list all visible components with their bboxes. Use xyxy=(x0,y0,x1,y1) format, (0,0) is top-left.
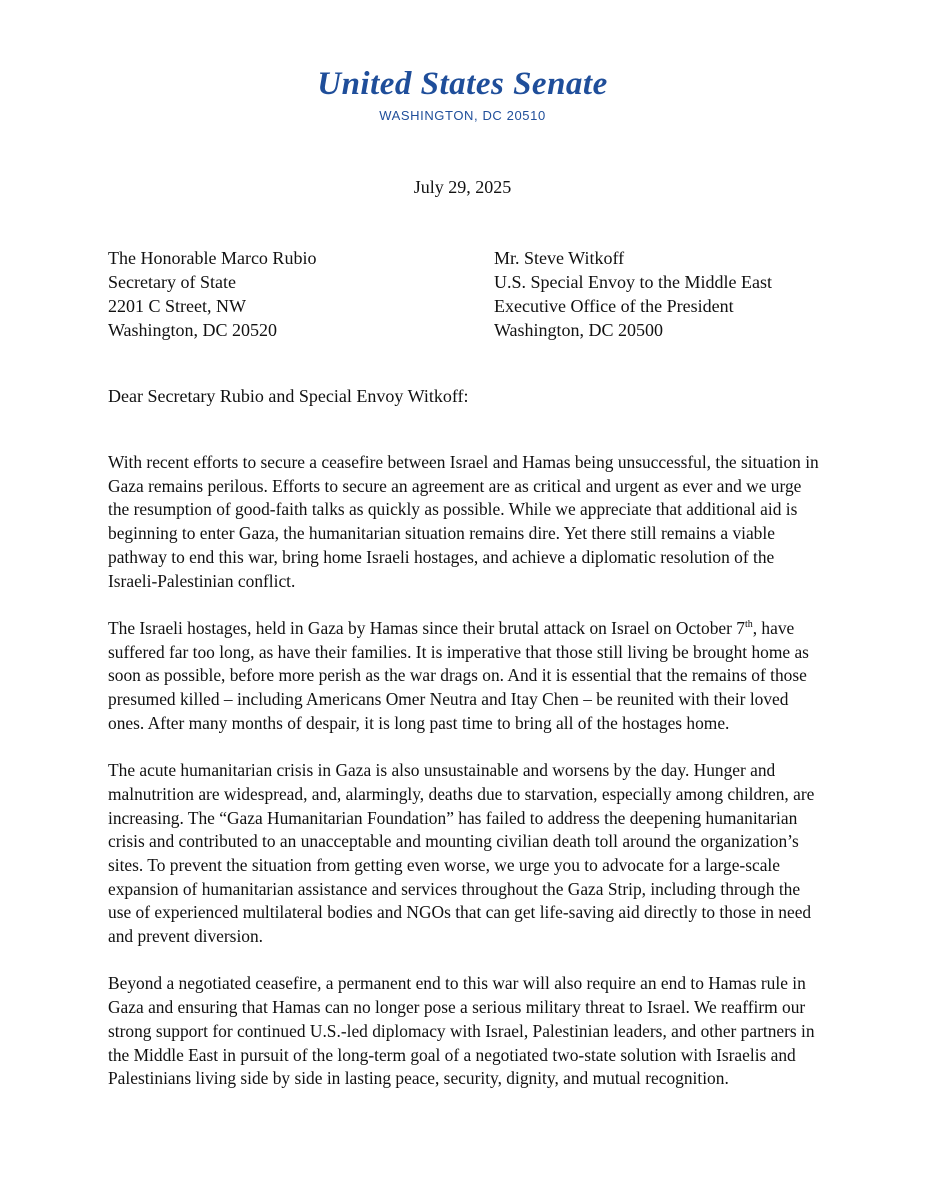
recipient-witkoff xyxy=(494,246,772,342)
senate-title: United States Senate xyxy=(317,66,608,102)
paragraph-humanitarian: The acute humanitarian crisis in Gaza is also unsustainable and worsens by the day. Hunger and malnutrition are widespread, and, alarmingly, deaths due to starvation, especially among children, are increasing. The “Gaza Humanitarian Foundation” has failed to address the deepening humanitarian crisis and contributed to an unacceptable and mounting civilian death toll around the organization’s sites. To prevent the situation from getting even worse, we urge you to advocate for a large-scale expansion of humanitarian assistance and services throughout the Gaza Strip, including through the use of experienced multilateral bodies and NGOs that can get life-saving aid directly to those in need and prevent diversion. xyxy=(108,760,815,947)
paragraph-text: The Israeli hostages, held in Gaza by Hamas since their brutal attack on Israel on October 7 xyxy=(108,617,745,638)
paragraph-ceasefire: With recent efforts to secure a ceasefire between Israel and Hamas being unsuccessful, the situation in Gaza remains perilous. Efforts to secure an agreement are as critical and urgent as ever and we urge the resumption of good-faith talks as quickly as possible. While we appreciate that additional aid is beginning to enter Gaza, the humanitarian situation remains dire. Yet there still remains a viable pathway to end this war, bring home Israeli hostages, and achieve a diplomatic resolution of the Israeli-Palestinian conflict. xyxy=(108,452,819,591)
recipient-line: 2201 C Street, NW xyxy=(108,296,246,316)
recipient-line: Washington, DC 20500 xyxy=(494,320,664,340)
letter-date: July 29, 2025 xyxy=(413,177,512,197)
recipient-rubio xyxy=(108,246,316,342)
senate-address: WASHINGTON, DC 20510 xyxy=(379,108,546,123)
letter-body xyxy=(108,451,824,1115)
recipient-line: Secretary of State xyxy=(108,272,236,292)
recipient-line: U.S. Special Envoy to the Middle East xyxy=(494,272,772,292)
ordinal-suffix: th xyxy=(744,619,753,631)
recipient-line: Washington, DC 20520 xyxy=(108,320,278,340)
paragraph-diplomacy: Beyond a negotiated ceasefire, a permanent end to this war will also require an end to Hamas rule in Gaza and ensuring that Hamas can no longer pose a serious military threat to Israel. We reaffirm our strong support for continued U.S.-led diplomacy with Israel, Palestinian leaders, and other partners in the Middle East in pursuit of the long-term goal of a negotiated two-state solution with Israelis and Palestinians living side by side in lasting peace, security, dignity, and mutual recognition. xyxy=(108,973,815,1089)
paragraph-hostages xyxy=(108,617,824,736)
paragraph-text: , have suffered far too long, as have their families. It is imperative that those still living be brought home as soon as possible, before more perish as the war drags on. And it is essential that the remains of those presumed killed – including Americans Omer Neutra and Itay Chen – be reunited with their loved ones. After many months of despair, it is long past time to bring all of the hostages home. xyxy=(108,617,809,733)
salutation: Dear Secretary Rubio and Special Envoy Witkoff: xyxy=(108,386,469,406)
recipient-line: Mr. Steve Witkoff xyxy=(494,248,625,268)
recipient-line: Executive Office of the President xyxy=(494,296,734,316)
recipient-line: The Honorable Marco Rubio xyxy=(108,248,317,268)
letterhead xyxy=(0,64,925,123)
